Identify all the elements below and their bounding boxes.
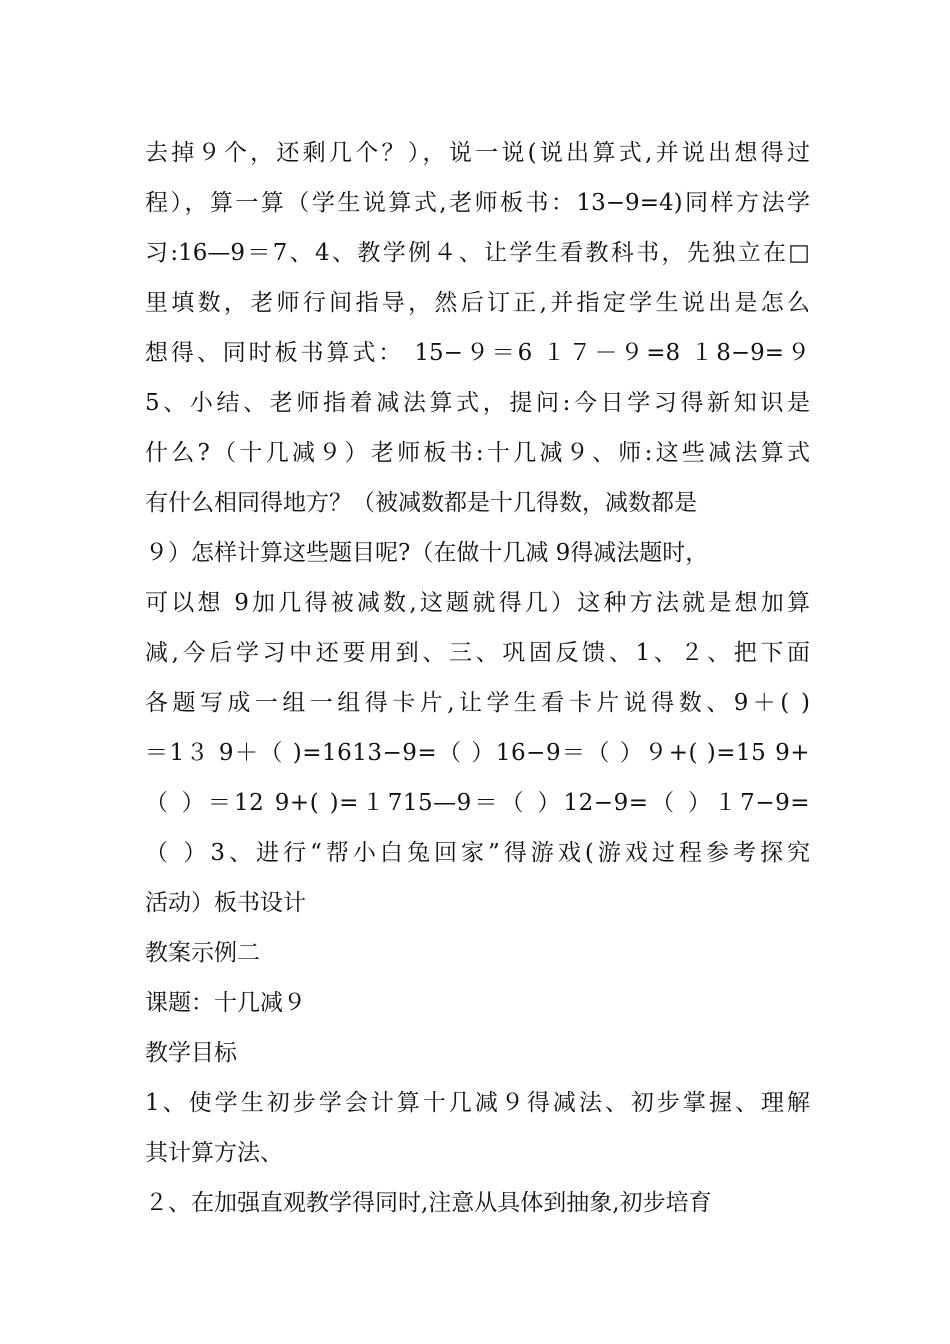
objective-1-line-2: 其计算方法、 [145,1140,283,1166]
text-line-2: 程），算一算（学生说算式,老师板书：13−9=4)同样方法学 [145,190,810,216]
text-line-9: ９）怎样计算这些题目呢?（在做十几减 9得减法题时， [145,540,709,566]
text-line-6: 5、小结、老师指着减法算式，提问:今日学习得新知识是 [145,390,810,416]
text-line-10: 可以想 9加几得被减数,这题就得几）这种方法就是想加算 [145,590,810,616]
objective-1-line-1: 1、使学生初步学会计算十几减９得减法、初步掌握、理解 [145,1090,810,1116]
text-line-12: 各题写成一组一组得卡片,让学生看卡片说得数、9＋( ) [145,690,810,716]
text-line-8: 有什么相同得地方？（被减数都是十几得数，减数都是 [145,490,697,516]
text-line-3: 习:16—9＝7、4、教学例４、让学生看教科书，先独立在□ [145,240,810,266]
lesson-title: 课题：十几减９ [145,990,306,1016]
text-line-4: 里填数，老师行间指导，然后订正,并指定学生说出是怎么 [145,290,810,316]
text-line-15: （ ）3、进行“帮小白兔回家”得游戏(游戏过程参考探究 [145,840,810,866]
objectives-heading: 教学目标 [145,1040,237,1066]
document-body [145,128,810,1228]
text-line-16: 活动）板书设计 [145,890,306,916]
text-line-11: 减,今后学习中还要用到、三、巩固反馈、1、２、把下面 [145,640,810,666]
text-line-13: ＝1３ 9＋（ )=1613−9=（ ）16−9＝（ ）９+( )=15 9+ [145,740,810,766]
text-line-7: 什么?（十几减９）老师板书:十几减９、师:这些减法算式 [145,440,810,466]
text-line-1: 去掉９个，还剩几个？），说一说(说出算式,并说出想得过 [145,140,810,166]
text-line-5: 想得、同时板书算式： 15−９＝6 １７－９=8 １8−9=９ [145,340,810,366]
objective-2-line-1: ２、在加强直观教学得同时,注意从具体到抽象,初步培育 [145,1190,712,1216]
section-heading: 教案示例二 [145,940,260,966]
text-line-14: （ ）＝12 9+( )=１715—9＝（ ）12−9=（ ）１7−9= [145,790,810,816]
